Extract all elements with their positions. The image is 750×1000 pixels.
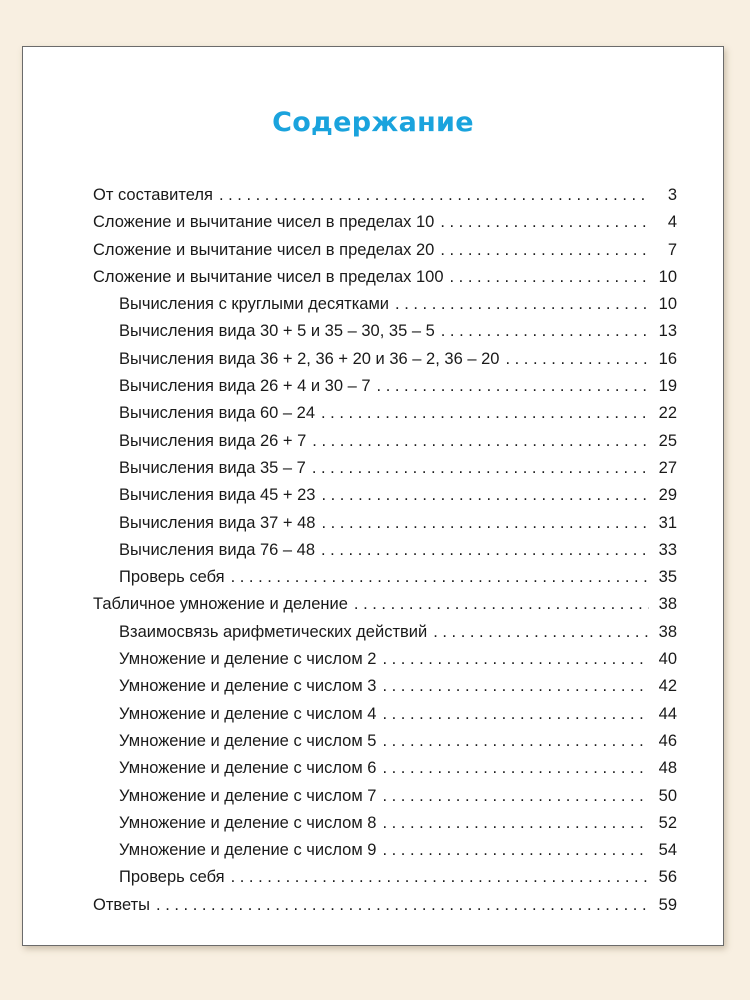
toc-entry-title: Вычисления вида 45 + 23 xyxy=(119,486,316,505)
dot-leader xyxy=(382,728,649,755)
toc-entry-title: Умножение и деление с числом 8 xyxy=(119,813,377,832)
document-page xyxy=(22,46,724,946)
dot-leader xyxy=(321,482,649,509)
toc-page-number: 52 xyxy=(658,813,677,832)
dot-leader xyxy=(440,209,649,236)
dot-leader xyxy=(433,619,649,646)
toc-entry-title: Умножение и деление с числом 5 xyxy=(119,731,377,750)
dot-leader xyxy=(440,237,649,264)
toc-subentry xyxy=(93,455,677,482)
toc-entry-title: Взаимосвязь арифметических действий xyxy=(119,622,428,641)
toc-subentry xyxy=(93,673,677,700)
toc-subentry xyxy=(93,728,677,755)
dot-leader xyxy=(382,646,649,673)
toc-page-number: 33 xyxy=(658,540,677,559)
toc-page-number: 16 xyxy=(658,349,677,368)
dot-leader xyxy=(382,701,649,728)
toc-subentry xyxy=(93,755,677,782)
toc-subentry xyxy=(93,864,677,891)
toc-page-number: 54 xyxy=(658,841,677,860)
toc-entry-title: Сложение и вычитание чисел в пределах 10 xyxy=(93,213,435,232)
toc-entry-title: Вычисления вида 26 + 4 и 30 – 7 xyxy=(119,377,371,396)
toc-page-number: 56 xyxy=(658,868,677,887)
dot-leader xyxy=(219,182,649,209)
toc-entry-title: Умножение и деление с числом 3 xyxy=(119,677,377,696)
dot-leader xyxy=(382,673,649,700)
toc-subentry xyxy=(93,646,677,673)
toc-entry-title: Умножение и деление с числом 4 xyxy=(119,704,377,723)
dot-leader xyxy=(321,510,649,537)
dot-leader xyxy=(312,455,649,482)
dot-leader xyxy=(395,291,649,318)
toc-entry-title: Вычисления вида 37 + 48 xyxy=(119,513,316,532)
page-title: Содержание xyxy=(272,107,474,138)
toc-page-number: 48 xyxy=(658,759,677,778)
toc-entry xyxy=(93,591,677,618)
toc-page-number: 19 xyxy=(658,377,677,396)
toc-entry-title: Умножение и деление с числом 6 xyxy=(119,759,377,778)
toc-subentry xyxy=(93,510,677,537)
toc-entry-title: Вычисления вида 30 + 5 и 35 – 30, 35 – 5 xyxy=(119,322,435,341)
toc-page-number: 40 xyxy=(658,650,677,669)
dot-leader xyxy=(156,892,649,919)
toc-page-number: 10 xyxy=(658,267,677,286)
dot-leader xyxy=(321,400,649,427)
toc-subentry xyxy=(93,400,677,427)
toc-entry-title: Вычисления с круглыми десятками xyxy=(119,295,390,314)
toc-page-number: 7 xyxy=(667,240,677,259)
toc-subentry xyxy=(93,837,677,864)
toc-entry-title: Сложение и вычитание чисел в пределах 20 xyxy=(93,240,435,259)
toc-entry-title: Вычисления вида 35 – 7 xyxy=(119,458,306,477)
dot-leader xyxy=(382,783,649,810)
toc-entry xyxy=(93,182,677,209)
toc-subentry xyxy=(93,428,677,455)
toc-page-number: 25 xyxy=(658,431,677,450)
toc-subentry xyxy=(93,373,677,400)
toc-page-number: 38 xyxy=(658,622,677,641)
toc-subentry xyxy=(93,482,677,509)
dot-leader xyxy=(321,537,649,564)
dot-leader xyxy=(450,264,649,291)
dot-leader xyxy=(382,810,649,837)
toc-subentry xyxy=(93,810,677,837)
toc-entry-title: От составителя xyxy=(93,186,213,204)
toc-subentry xyxy=(93,783,677,810)
toc-page-number: 38 xyxy=(658,595,677,614)
toc-entry xyxy=(93,237,677,264)
toc-entry-title: Ответы xyxy=(93,895,151,914)
dot-leader xyxy=(382,837,649,864)
toc-page-number: 44 xyxy=(658,704,677,723)
toc-page-number: 31 xyxy=(658,513,677,532)
toc-entry-title: Вычисления вида 26 + 7 xyxy=(119,431,307,450)
toc-subentry xyxy=(93,564,677,591)
dot-leader xyxy=(231,864,649,891)
dot-leader xyxy=(231,564,649,591)
table-of-contents xyxy=(93,182,677,919)
toc-entry-title: Проверь себя xyxy=(119,868,225,887)
toc-page-number: 10 xyxy=(658,295,677,314)
toc-entry-title: Умножение и деление с числом 2 xyxy=(119,650,377,669)
toc-entry-title: Табличное умножение и деление xyxy=(93,595,348,614)
toc-page-number: 13 xyxy=(658,322,677,341)
toc-page-number: 42 xyxy=(658,677,677,696)
toc-page-number: 4 xyxy=(667,213,677,232)
toc-entry-title: Умножение и деление с числом 9 xyxy=(119,841,377,860)
toc-entry xyxy=(93,264,677,291)
toc-page-number: 3 xyxy=(667,186,677,204)
toc-page-number: 46 xyxy=(658,731,677,750)
dot-leader xyxy=(354,591,649,618)
dot-leader xyxy=(382,755,649,782)
dot-leader xyxy=(377,373,649,400)
toc-subentry xyxy=(93,537,677,564)
dot-leader xyxy=(505,346,649,373)
toc-entry xyxy=(93,892,677,919)
toc-page-number: 29 xyxy=(658,486,677,505)
toc-subentry xyxy=(93,619,677,646)
toc-entry xyxy=(93,209,677,236)
toc-page-number: 35 xyxy=(658,568,677,587)
toc-entry-title: Проверь себя xyxy=(119,568,225,587)
toc-page-number: 22 xyxy=(658,404,677,423)
toc-entry-title: Вычисления вида 60 – 24 xyxy=(119,404,316,423)
toc-entry-title: Сложение и вычитание чисел в пределах 100 xyxy=(93,267,444,286)
toc-subentry xyxy=(93,701,677,728)
toc-page-number: 27 xyxy=(658,458,677,477)
toc-subentry xyxy=(93,318,677,345)
toc-page-number: 50 xyxy=(658,786,677,805)
toc-entry-title: Вычисления вида 76 – 48 xyxy=(119,540,316,559)
toc-entry-title: Умножение и деление с числом 7 xyxy=(119,786,377,805)
toc-entry-title: Вычисления вида 36 + 2, 36 + 20 и 36 – 2, 36 – 20 xyxy=(119,349,500,368)
toc-subentry xyxy=(93,346,677,373)
toc-page-number: 59 xyxy=(658,895,677,914)
toc-subentry xyxy=(93,291,677,318)
dot-leader xyxy=(312,428,649,455)
dot-leader xyxy=(441,318,649,345)
